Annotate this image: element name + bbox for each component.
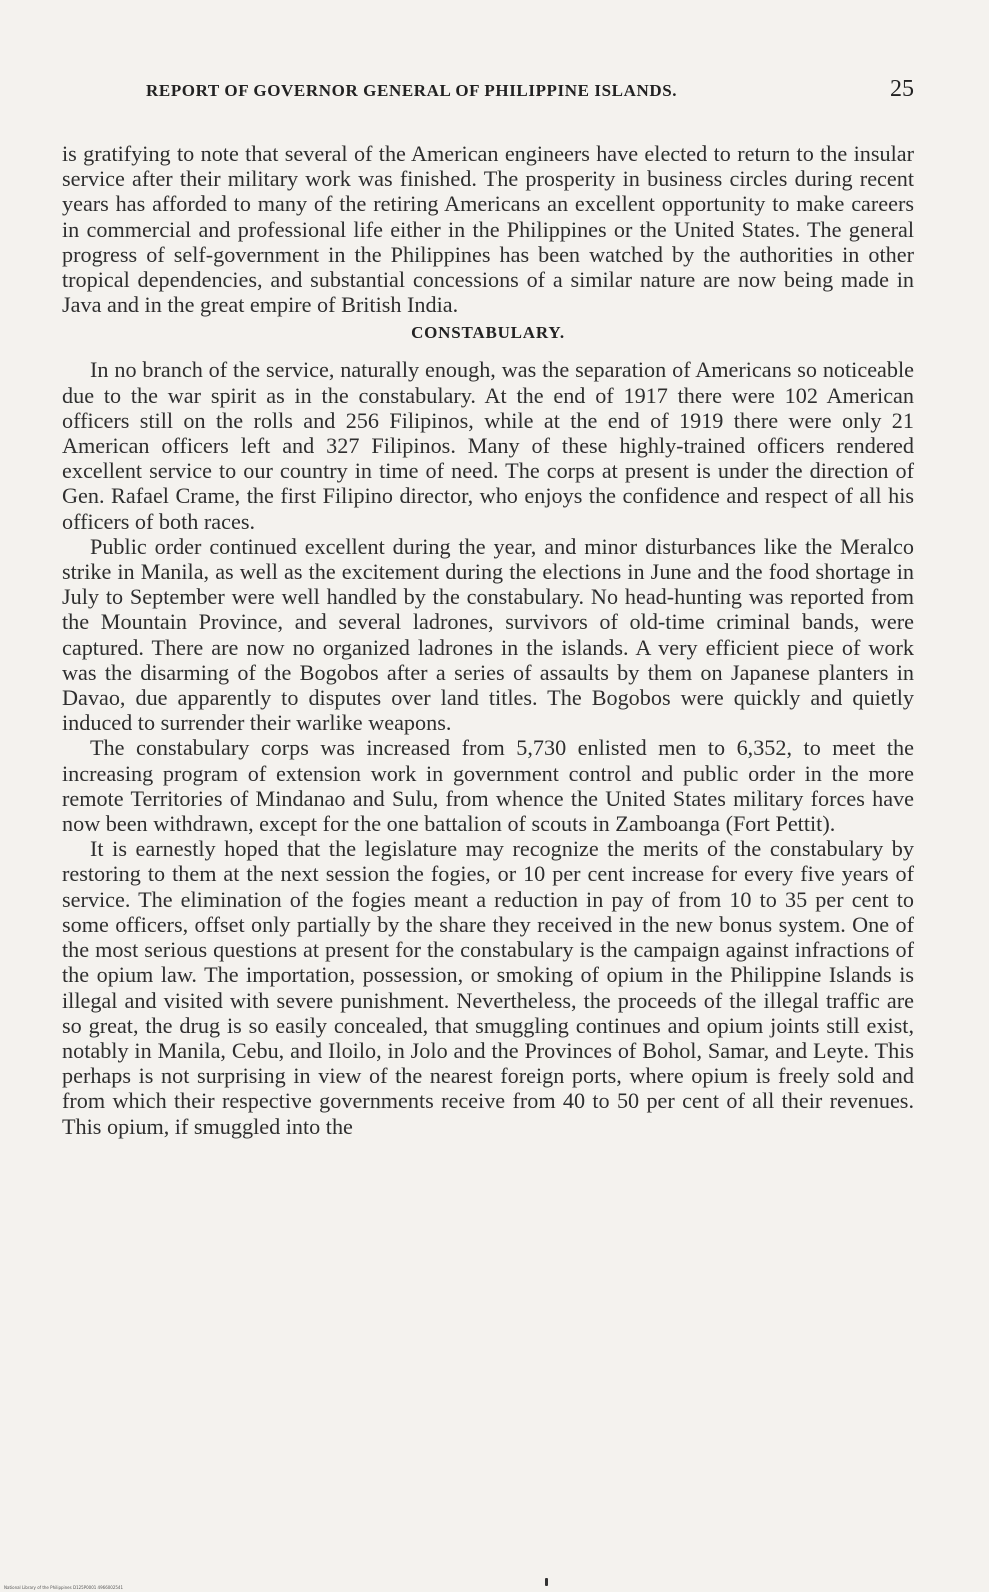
paragraph-officers: In no branch of the service, naturally enough, was the separation of Americans so noticeable due to the war spirit as in the constabulary. At the end of 1917 there were 102 American officers still on the rolls and 256 Filipinos, while at the end of 1919 there were only 21 American officers left and 327 Filipinos. Many of these highly-trained officers rendered excellent service to our country in time of need. The corps at present is under the direction of Gen. Rafael Crame, the first Filipino director, who enjoys the confidence and respect of all his officers of both races. — [62, 357, 914, 534]
document-page — [62, 76, 914, 1139]
paragraph-corps-size: The constabulary corps was increased from 5,730 enlisted men to 6,352, to meet the increasing program of extension work in government control and public order in the more remote Territories of Mindanao and Sulu, from whence the United States military forces have now been withdrawn, except for the one battalion of scouts in Zamboanga (Fort Pettit). — [62, 735, 914, 837]
paragraph-continuation: is gratifying to note that several of the American engineers have elected to return to the insular service after their military work was finished. The prosperity in business circles during recent years has afforded to many of the retiring Americans an excellent opportunity to make careers in commercial and professional life either in the Philippines or the United States. The general progress of self-government in the Philippines has been watched by the authorities in other tropical dependencies, and substantial concessions of a similar nature are now being made in Java and in the great empire of British India. — [62, 141, 914, 318]
paragraph-public-order: Public order continued excellent during the year, and minor disturbances like the Meralco strike in Manila, as well as the excitement during the elections in June and the food shortage in July to September were well handled by the constabulary. No head-hunting was reported from the Mountain Province, and several ladrones, survivors of old-time criminal bands, were captured. There are now no organized ladrones in the islands. A very efficient piece of work was the disarming of the Bogobos after a series of assaults by them on Japanese planters in Davao, due apparently to disputes over land titles. The Bogobos were quickly and quietly induced to surrender their warlike weapons. — [62, 533, 914, 736]
scan-speck — [545, 1578, 548, 1586]
page-number: 25 — [890, 76, 914, 102]
paragraph-fogies-opium: It is earnestly hoped that the legislature may recognize the merits of the constabulary by restoring to them at the next session the fogies, or 10 per cent increase for every five years of service. The elimination of the fogies meant a reduction in pay of from 10 to 35 per cent to some officers, offset only partially by the share they received in the new bonus system. One of the most serious questions at present for the constabulary is the campaign against infractions of the opium law. The importation, possession, or smoking of opium in the Philippine Islands is illegal and visited with severe punishment. Nevertheless, the proceeds of the illegal traffic are so great, the drug is so easily concealed, that smuggling continues and opium joints still exist, notably in Manila, Cebu, and Iloilo, in Jolo and the Provinces of Bohol, Samar, and Leyte. This perhaps is not surprising in view of the nearest foreign ports, where opium is freely sold and from which their respective governments receive from 40 to 50 per cent of all their revenues. This opium, if smuggled into the — [62, 836, 914, 1139]
scan-footer-note: National Library of the Philippines D125P0001 4966002541 — [4, 1585, 124, 1590]
running-title: REPORT OF GOVERNOR GENERAL OF PHILIPPINE ISLANDS. — [146, 81, 678, 100]
running-head — [62, 76, 914, 103]
section-heading: CONSTABULARY. — [411, 323, 565, 343]
